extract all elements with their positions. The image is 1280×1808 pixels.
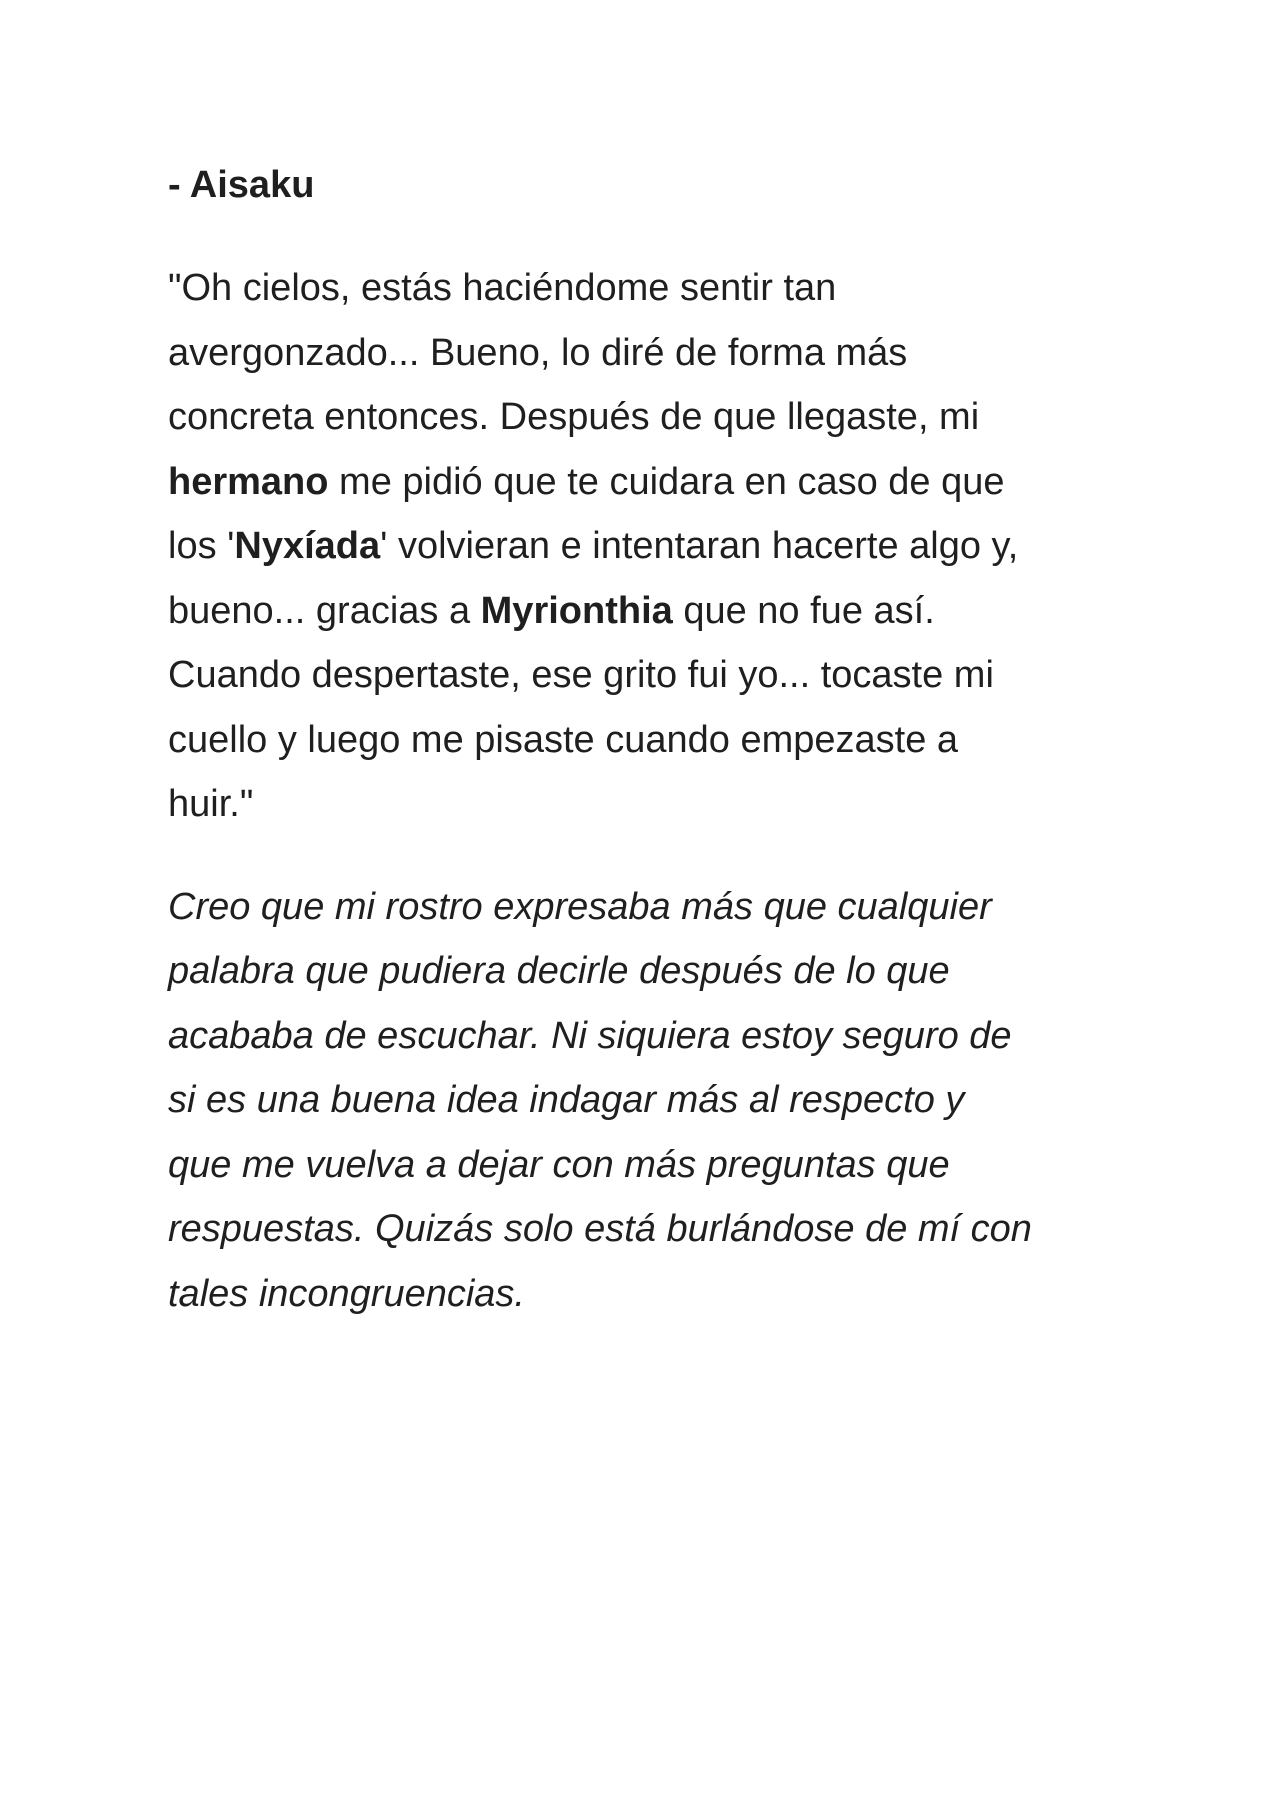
dialogue-line xyxy=(168,772,1148,837)
speaker-name: - Aisaku xyxy=(168,164,315,206)
dialogue-line xyxy=(168,643,1148,708)
narration-line: que me vuelva a dejar con más preguntas que xyxy=(168,1143,950,1186)
dialogue-paragraph xyxy=(168,256,1148,837)
narration-line: Creo que mi rostro expresaba más que cualquier xyxy=(168,885,992,928)
bold-term: Myrionthia xyxy=(480,589,673,632)
text-segment: cuello y luego me pisaste cuando empezaste a xyxy=(168,718,959,761)
dialogue-line xyxy=(168,385,1148,450)
dialogue-line xyxy=(168,708,1148,773)
text-segment: los ' xyxy=(168,525,235,567)
narration-line: palabra que pudiera decirle después de lo que xyxy=(168,950,950,992)
text-segment: que no fue así. xyxy=(672,589,935,632)
text-segment: "Oh cielos, estás haciéndome sentir tan xyxy=(168,267,837,309)
text-segment: Cuando despertaste, ese grito fui yo... tocaste mi xyxy=(168,654,994,696)
narration-line: respuestas. Quizás solo está burlándose de mí con xyxy=(168,1208,1032,1250)
narration-paragraph xyxy=(168,875,1148,1327)
narration-line: si es una buena idea indagar más al respecto y xyxy=(168,1079,965,1121)
text-segment: concreta entonces. Después de que llegaste, mi xyxy=(168,396,980,438)
text-segment: ' volvieran e intentaran hacerte algo y, xyxy=(380,525,1019,567)
dialogue-line xyxy=(168,450,1148,515)
dialogue-line xyxy=(168,514,1148,579)
bold-term: Nyxíada xyxy=(234,525,381,567)
narration-line: tales incongruencias. xyxy=(168,1272,525,1315)
text-segment: bueno... gracias a xyxy=(168,589,481,632)
dialogue-line xyxy=(168,321,1148,386)
text-segment: avergonzado... Bueno, lo diré de forma más xyxy=(168,331,908,374)
text-segment: huir." xyxy=(168,783,254,825)
dialogue-line xyxy=(168,579,1148,644)
dialogue-line xyxy=(168,256,1148,321)
narration-line: acababa de escuchar. Ni siquiera estoy seguro de xyxy=(168,1014,1012,1057)
document-page xyxy=(168,162,1148,1326)
bold-term: hermano xyxy=(168,460,329,503)
text-segment: me pidió que te cuidara en caso de que xyxy=(328,460,1005,503)
